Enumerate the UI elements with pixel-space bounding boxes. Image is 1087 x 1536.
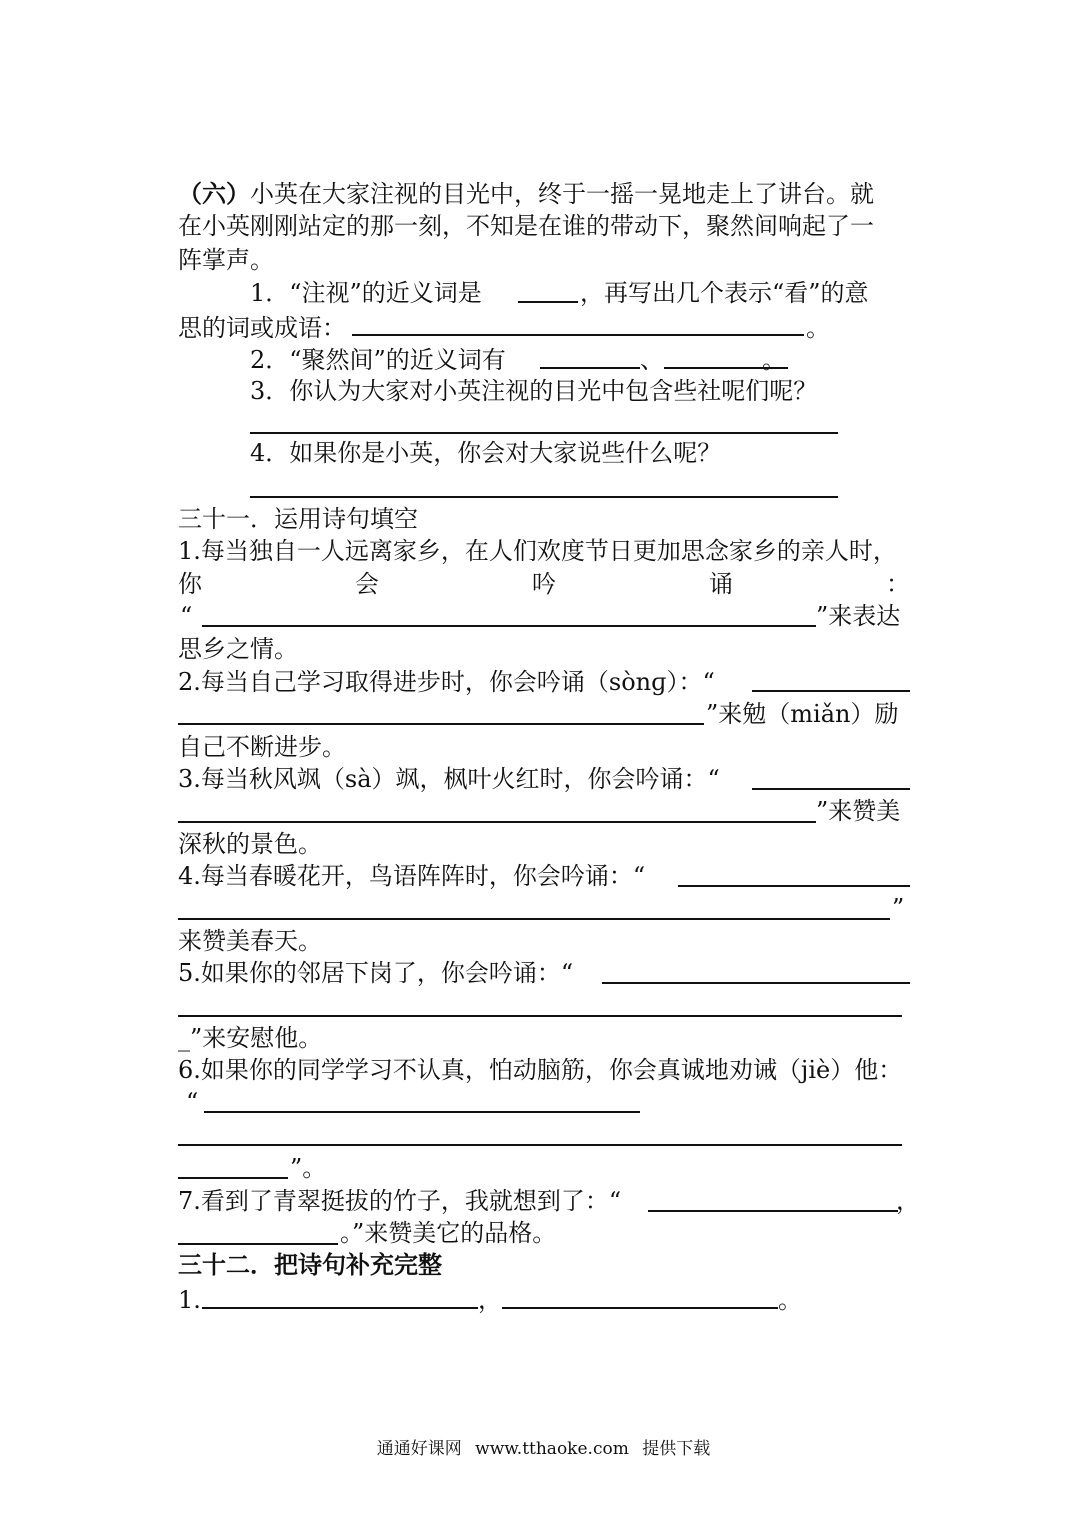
question-1-part-b: ，再写出几个表示“看”的意 [580,279,869,307]
item-5-line-c: _”来安慰他。 [178,1024,323,1052]
item-2-line-c: 自己不断进步。 [178,733,346,761]
item-4-answer-line-1[interactable] [678,885,910,887]
section-32-title: 三十二．把诗句补充完整 [178,1250,442,1279]
question-3: 3．你认为大家对小英注视的目光中包含些社呢们呢？ [250,377,818,405]
question-2-blank-1[interactable] [540,367,640,369]
question-1-end: 。 [806,314,830,342]
item-3-close: ”来赞美 [816,797,901,825]
question-3-answer-line[interactable] [250,432,838,434]
item-1-open-quote: “ [180,602,193,630]
item-7-answer-line-2[interactable] [178,1243,338,1245]
item-4-close: ” [892,894,905,922]
item-4-line-c: 来赞美春天。 [178,927,322,955]
question-1-part-c: 思的词或成语： [178,314,346,342]
footer-site-name: 通通好课网 [376,1439,462,1459]
passage-text-1: 小英在大家注视的目光中，终于一摇一晃地走上了讲台。就 [250,180,874,208]
section-31-title: 三十一．运用诗句填空 [178,505,418,533]
question-1-part-a: 1．“注视”的近义词是 [250,279,482,307]
item-3-answer-line-2[interactable] [178,821,816,823]
passage-line-2: 在小英刚刚站定的那一刻，不知是在谁的带动下，聚然间响起了一 [178,212,874,240]
passage-line-3: 阵掌声。 [178,246,274,274]
footer-provide: 提供下载 [642,1439,711,1459]
item-1-word-5: ： [886,570,910,598]
item-6-open-quote: “ [186,1088,199,1116]
item-1-line-d: 思乡之情。 [178,635,298,663]
question-2-sep: 、 [640,346,664,374]
item-1-word-4: 诵 [709,570,733,598]
item-6-end: ”。 [290,1154,327,1182]
passage-line-1 [178,178,874,210]
item-1-word-2: 会 [355,570,379,598]
item-5-line-a: 5.如果你的邻居下岗了，你会吟诵：“ [178,959,574,987]
item-1-close: ”来表达 [816,602,901,630]
footer-url[interactable]: www.tthaoke.com [475,1439,629,1459]
item-3-answer-line-1[interactable] [752,788,910,790]
question-2-part-a: 2．“聚然间”的近义词有 [250,346,506,374]
item-1-word-3: 吟 [532,570,556,598]
item-2-line-a: 2.每当自己学习取得进步时，你会吟诵（sònɡ）：“ [178,668,715,696]
item-7-line-b: 。”来赞美它的品格。 [340,1219,557,1247]
item-4-answer-line-2[interactable] [178,918,890,920]
item-6-answer-line-1[interactable] [204,1111,640,1113]
section-32-item-1-num: 1. [178,1286,201,1314]
item-1-word-1: 你 [178,570,202,598]
item-7-answer-line-1[interactable] [648,1210,898,1212]
section-32-item-1-blank-2[interactable] [502,1307,778,1309]
question-2-end: 。 [762,346,786,374]
question-4-answer-line[interactable] [250,496,838,498]
item-2-answer-line-2[interactable] [178,723,704,725]
item-3-line-a: 3.每当秋风飒（sà）飒，枫叶火红时，你会吟诵：“ [178,765,720,793]
page-footer [0,1436,1087,1462]
section-32-item-1-comma: ， [478,1286,502,1314]
question-1-blank-words[interactable] [352,334,804,336]
item-3-line-c: 深秋的景色。 [178,830,322,858]
question-1-blank-synonym[interactable] [518,301,578,303]
question-4: 4．如果你是小英，你会对大家说些什么呢？ [250,439,722,467]
section-six-label: （六） [178,179,250,208]
section-32-item-1-end: 。 [778,1286,802,1314]
item-4-line-a: 4.每当春暖花开，鸟语阵阵时，你会吟诵：“ [178,862,646,890]
item-7-line-a: 7.看到了青翠挺拔的竹子，我就想到了：“ [178,1187,622,1215]
item-6-answer-line-3[interactable] [178,1177,288,1179]
item-7-comma: ， [896,1187,920,1215]
item-2-close: ”来勉（miǎn）励 [706,700,899,728]
item-5-answer-line-2[interactable] [178,1015,902,1017]
item-1-line-b [178,568,910,600]
item-1-line-a: 1.每当独自一人远离家乡，在人们欢度节日更加思念家乡的亲人时， [178,537,897,565]
item-1-answer-line[interactable] [202,625,816,627]
item-6-line-a: 6.如果你的同学学习不认真，怕动脑筋，你会真诚地劝诫（jiè）他： [178,1056,903,1084]
section-32-item-1-blank-1[interactable] [202,1307,478,1309]
item-5-answer-line-1[interactable] [602,982,910,984]
item-2-answer-line-1[interactable] [752,690,910,692]
item-6-answer-line-2[interactable] [178,1144,902,1146]
